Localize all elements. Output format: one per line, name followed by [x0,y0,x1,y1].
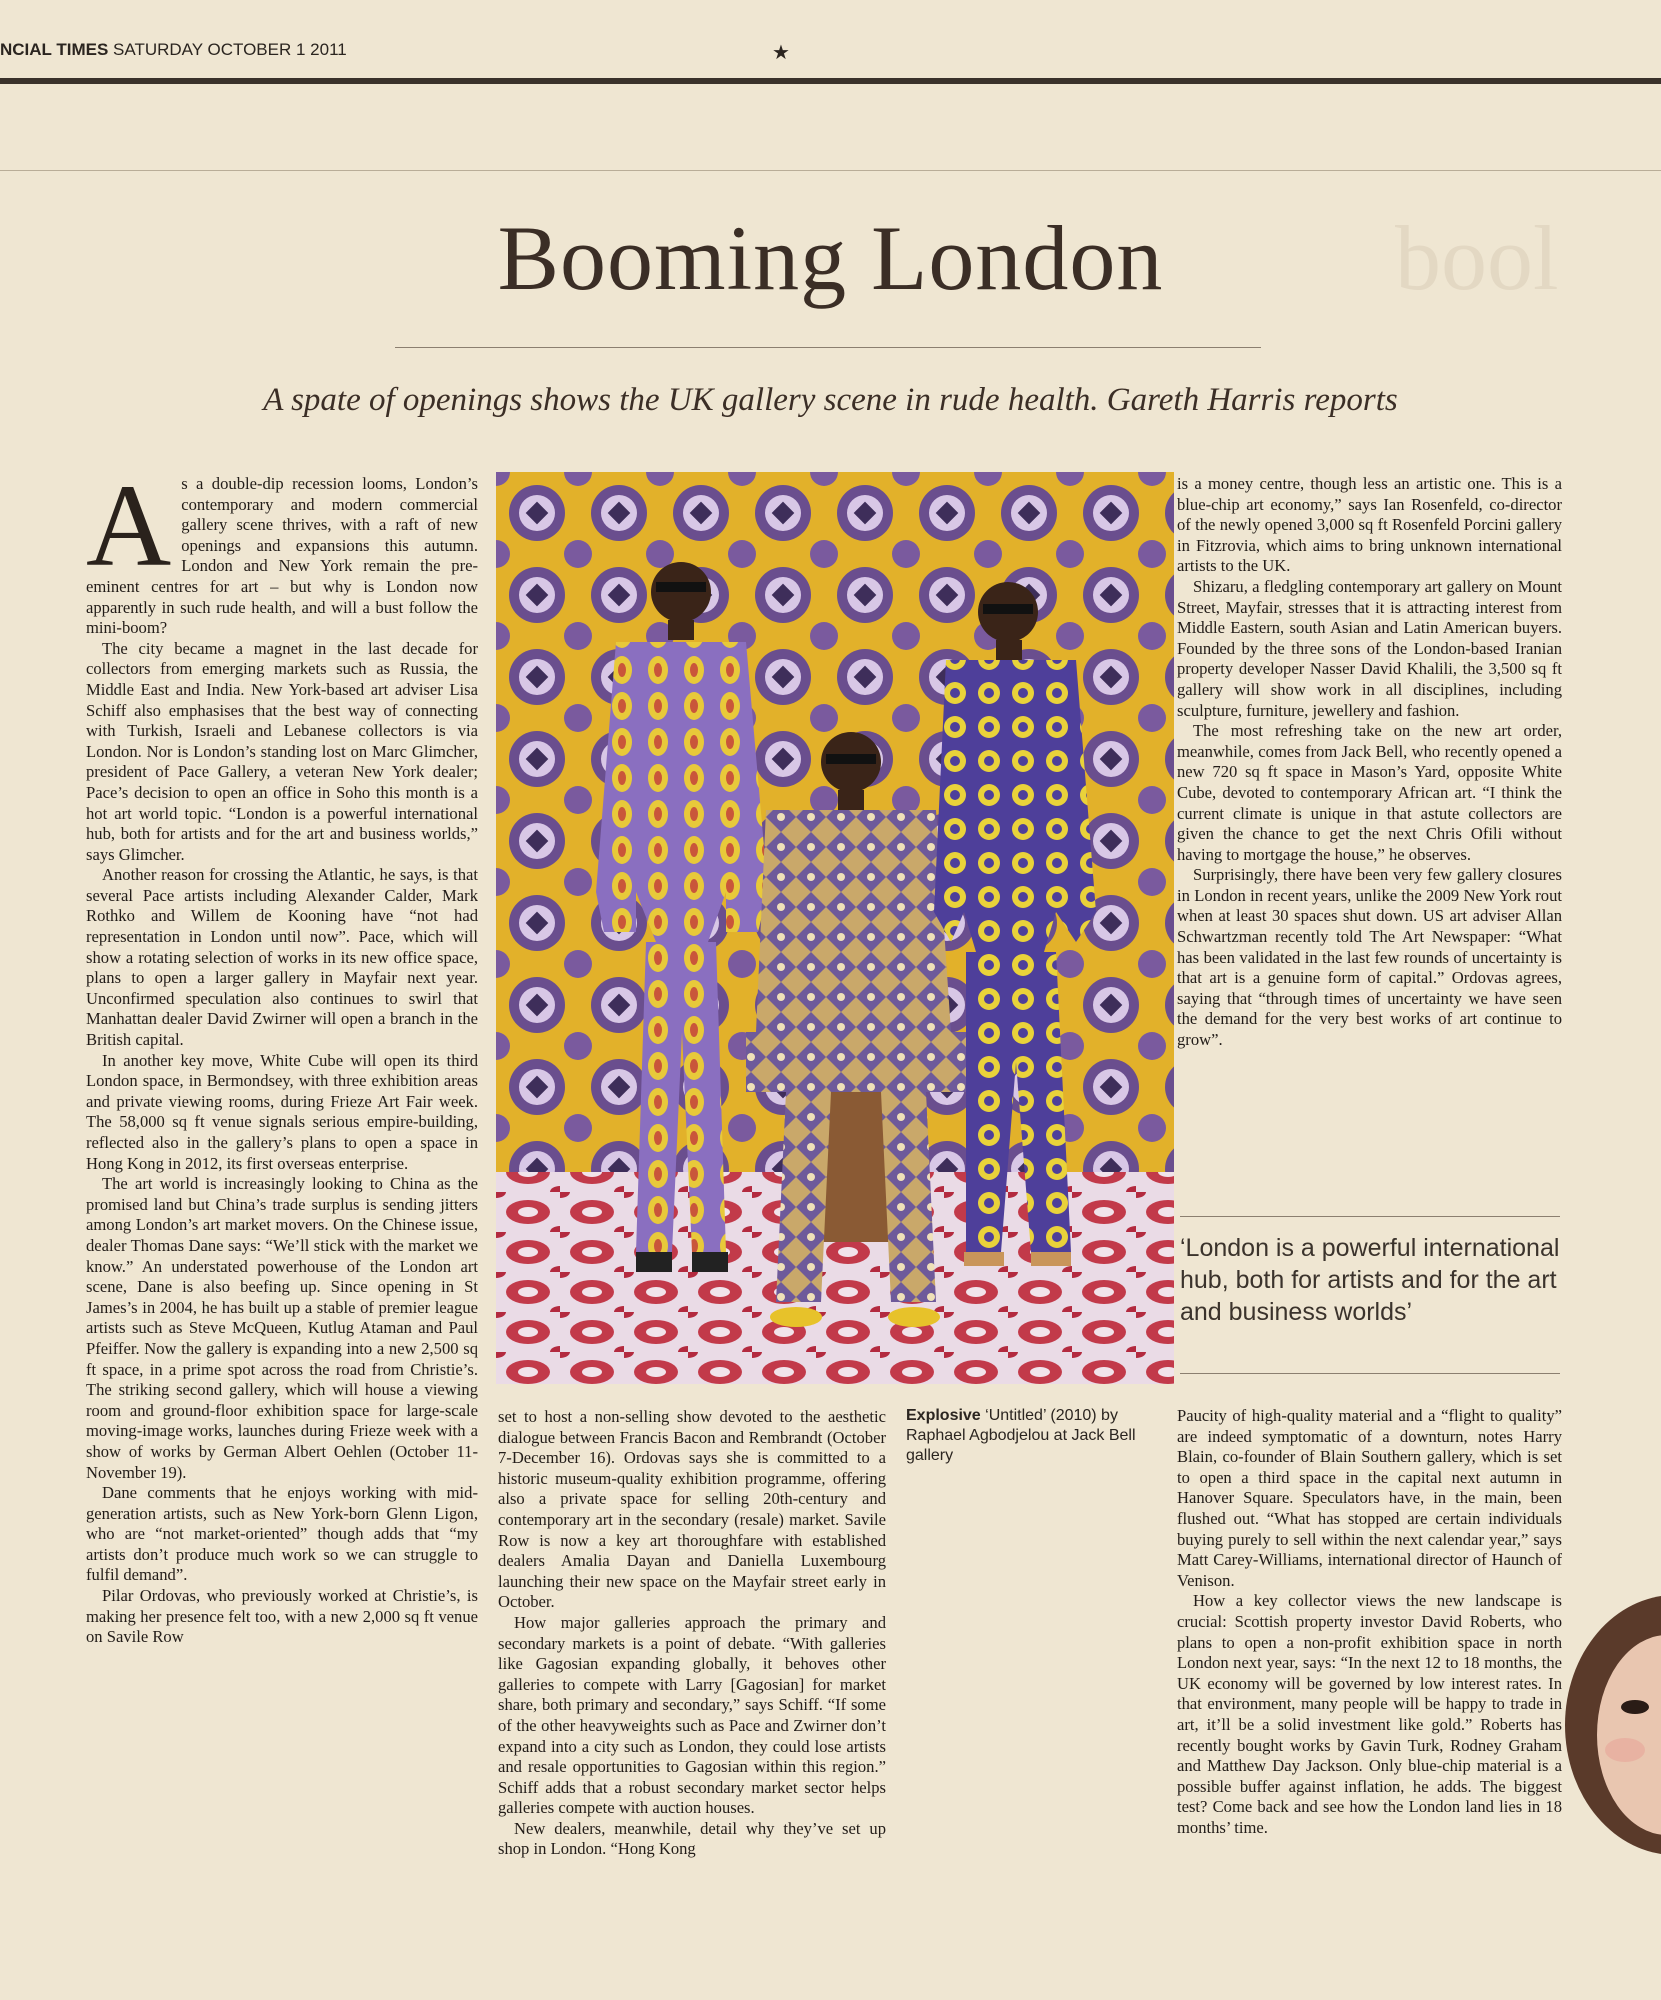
article-column-1 [86,474,478,1954]
article-paragraph: Another reason for crossing the Atlantic, he says, is that several Pace artists including Alexander Calder, Mark Rothko and Willem de Kooning have “not had representation in London until now”. Pace, which will show a rotating selection of works in its new office space, plans to open a larger gallery in Mayfair next year. Unconfirmed speculation also continues to swirl that Manhattan dealer David Zwirner will open a branch in the British capital. [86,865,478,1050]
article-paragraph: is a money centre, though less an artistic one. This is a blue-chip art economy,” says Ian Rosenfeld, co-director of the newly opened 3,000 sq ft Rosenfeld Porcini gallery in Fitzrovia, which aims to bring unknown international artists to the UK. [1177,474,1562,576]
photo-caption [906,1406,1156,1466]
masthead-date: SATURDAY OCTOBER 1 2011 [113,40,347,59]
article-paragraph: Pilar Ordovas, who previously worked at Christie’s, is making her presence felt too, with a new 2,000 sq ft venue on Savile Row [86,1586,478,1647]
article-paragraph: The art world is increasingly looking to China as the promised land but China’s trade surplus is sending jitters among London’s art market movers. On the Chinese issue, dealer Thomas Dane says: “We’ll stick with the market we know.” An understated powerhouse of the London art scene, Dane is also beefing up. Since opening in St James’s in 2004, he has built up a stable of premier league artists such as Steve McQueen, Kutlug Ataman and Paul Pfeiffer. Now the gallery is expanding into a new 2,500 sq ft space, in a prime spot across the road from Christie’s. The striking second gallery, which will house a viewing room and ground-floor exhibition space for large-scale moving-image works, launches during Frieze week with a show of works by German Albert Oehlen (October 11-November 19). [86,1174,478,1482]
pullquote-rule-bottom [1180,1373,1560,1374]
pullquote: ‘London is a powerful international hub, both for artists and for the art and business worlds’ [1180,1234,1560,1326]
cropped-portrait-image [1555,1595,1661,1855]
caption-text: ‘Untitled’ (2010) by Raphael Agbodjelou at Jack Bell gallery [906,1407,1136,1464]
article-paragraph: How a key collector views the new landscape is crucial: Scottish property investor David Roberts, who plans to open a non-profit exhibition space in north London next year, says: “In the next 12 to 18 months, the UK economy will be governed by low interest rates. In that environment, many people will be happy to trade in art, it’ll be a solid investment like gold.” Roberts has recently bought works by Gavin Turk, Rodney Graham and Matthew Day Jackson. Only blue-chip material is a possible buffer against inflation, he adds. The biggest test? Come back and see how the London land lies in 18 months’ time. [1177,1591,1562,1837]
masthead-paper-name: NCIAL TIMES [0,40,109,59]
article-paragraph: The city became a magnet in the last decade for collectors from emerging markets such as Russia, the Middle East and India. New York-based art adviser Lisa Schiff also emphasises that the best way of connecting with Turkish, Israeli and Lebanese collectors is via London. Nor is London’s standing lost on Marc Glimcher, president of Pace Gallery, a veteran New York dealer; Pace’s decision to open an office in Soho this month is a hot art world topic. “London is a powerful international hub, both for artists and for the art and business worlds,” says Glimcher. [86,638,478,864]
headline: Booming London [497,207,1164,309]
article-paragraph: Surprisingly, there have been very few gallery closures in London in recent years, unlike the 2009 New York rout when at least 30 spaces shut down. US art adviser Allan Schwartzman recently told The Art Newspaper: “What has been validated in the last few rounds of uncertainty is that art is a genuine form of capital.” Ordovas agrees, saying that “through times of uncertainty we have seen the demand for the very best works of art continue to grow”. [1177,865,1562,1050]
caption-lead: Explosive [906,1407,981,1424]
article-paragraph: New dealers, meanwhile, detail why they’ve set up shop in London. “Hong Kong [498,1818,886,1859]
pullquote-rule-top [1180,1216,1560,1217]
article-paragraph: Paucity of high-quality material and a “flight to quality” are indeed symptomatic of a downturn, notes Harry Blain, co-founder of Blain Southern gallery, which is set to open a third space in the capital next autumn in Hanover Square. Speculators have, in the main, been flushed out. “What has stopped are certain individuals buying purely to sell within the next calendar year,” says Matt Carey-Williams, international director of Haunch of Venison. [1177,1406,1562,1590]
article-column-4-bottom [1177,1406,1562,1966]
masthead [0,40,1000,64]
feature-photo [496,472,1174,1384]
article-paragraph: In another key move, White Cube will open its third London space, in Bermondsey, with three exhibition areas and private viewing rooms, during Frieze Art Fair week. The 58,000 sq ft venue signals serious empire-building, reflected also in the gallery’s plans to open a space in Hong Kong in 2012, its first overseas enterprise. [86,1050,478,1173]
article-paragraph: The most refreshing take on the new art order, meanwhile, comes from Jack Bell, who recently opened a new 720 sq ft space in Mason’s Yard, opposite White Cube, devoted to contemporary African art. “I think the current climate is unique in that astute collectors are given the chance to get the next Chris Ofili without having to mortgage the house,” he observes. [1177,721,1562,864]
article-paragraph: How major galleries approach the primary and secondary markets is a point of debate. “With galleries like Gagosian expanding globally, it behoves other galleries to compete with Larry [Gagosian] for market share, both primary and secondary,” says Schiff. “If some of the other heavyweights such as Pace and Zwirner don’t expand into a city such as London, they could lose artists and resale opportunities to Gagosian within this region.” Schiff adds that a robust secondary market sector helps galleries compete with auction houses. [498,1612,886,1818]
article-column-4-top [1177,474,1562,1202]
photo-illustration [496,472,1174,1384]
section-rule [0,170,1661,171]
article-paragraph: s a double-dip recession looms, London’s contemporary and modern commercial gallery scene thrives, with a raft of new openings and expansions this autumn. London and New York remain the pre-eminent centres for art – but why is London now apparently in such rude health, and will a bust follow the mini-boom? [86,474,478,638]
ghost-headline-show-through: bool [1395,207,1559,309]
drop-cap: A [86,474,172,591]
article-paragraph: Shizaru, a fledgling contemporary art gallery on Mount Street, Mayfair, stresses that it is attracting interest from Middle Eastern, south Asian and Latin American buyers. Founded by the three sons of the London-based Iranian property developer Nasser David Khalili, the 3,500 sq ft gallery will show work in all disciplines, including sculpture, furniture, jewellery and fashion. [1177,576,1562,720]
headline-rule [395,347,1261,348]
masthead-star-icon: ★ [772,40,790,64]
masthead-rule [0,78,1661,84]
article-paragraph: Dane comments that he enjoys working with mid-generation artists, such as New York-born Glenn Ligon, who are “not market-oriented” though adds that “my artists don’t produce much work so we can struggle to fulfil demand”. [86,1483,478,1585]
article-paragraph: set to host a non-selling show devoted to the aesthetic dialogue between Francis Bacon and Rembrandt (October 7-December 16). Ordovas says she is committed to a historic museum-quality exhibition programme, offering also a private space for selling 20th-century and contemporary art in the secondary (resale) market. Savile Row is now a key art thoroughfare with established dealers Amalia Dayan and Daniella Luxembourg launching their new space on the Mayfair street early in October. [498,1407,886,1612]
standfirst: A spate of openings shows the UK gallery scene in rude health. Gareth Harris reports [263,382,1398,418]
article-column-2 [498,1407,886,1967]
